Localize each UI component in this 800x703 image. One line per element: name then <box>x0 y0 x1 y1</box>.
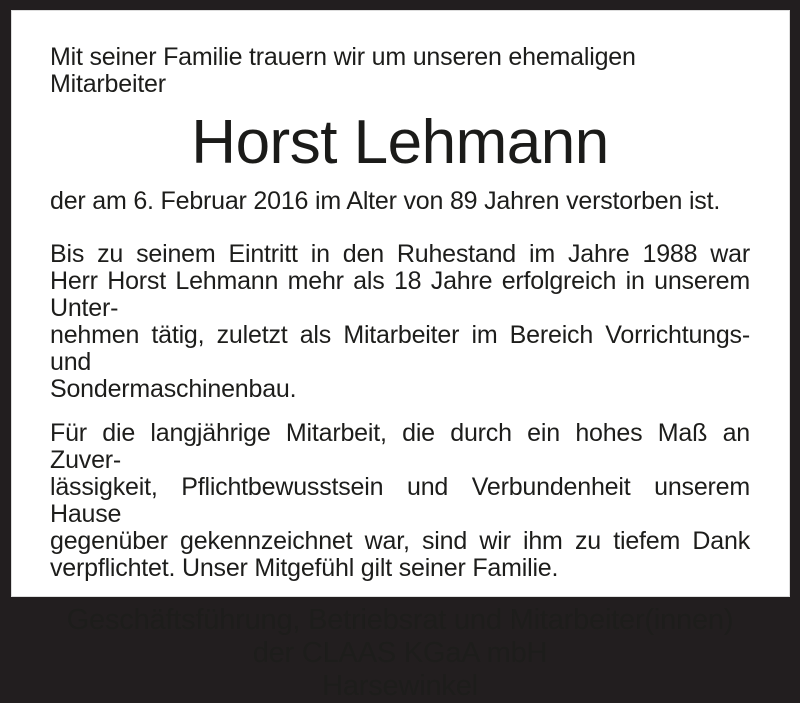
paragraph-gratitude-line-1: Für die langjährige Mitarbeit, die durch ein hohes Maß an Zuver- <box>50 419 750 474</box>
deceased-name: Horst Lehmann <box>191 108 609 177</box>
paragraph-career <box>50 241 750 403</box>
paragraph-gratitude-line-3: gegenüber gekennzeichnet war, sind wir ihm zu tiefem Dank <box>50 527 750 555</box>
paragraph-career-line-2: Herr Horst Lehmann mehr als 18 Jahre erfolgreich in unserem Unter- <box>50 267 750 322</box>
intro-line: Mit seiner Familie trauern wir um unseren ehemaligen Mitarbeiter <box>50 43 636 98</box>
paragraph-career-line-4: Sondermaschinenbau. <box>50 375 297 403</box>
paragraph-gratitude-line-4: verpflichtet. Unser Mitgefühl gilt seiner Familie. <box>50 554 559 582</box>
death-date-line: der am 6. Februar 2016 im Alter von 89 Jahren verstorben ist. <box>50 187 721 215</box>
obituary-content <box>11 44 790 703</box>
signature-line-company: der CLAAS KGaA mbH <box>252 637 548 669</box>
paragraph-career-line-1: Bis zu seinem Eintritt in den Ruhestand im Jahre 1988 war <box>50 240 750 268</box>
signature-line-management: Geschäftsführung, Betriebsrat und Mitarbeiter(innen) <box>66 604 734 636</box>
obituary-card <box>11 10 790 702</box>
paragraph-gratitude-line-2: lässigkeit, Pflichtbewusstsein und Verbundenheit unserem Hause <box>50 473 750 528</box>
paragraph-career-line-3: nehmen tätig, zuletzt als Mitarbeiter im Bereich Vorrichtungs- und <box>50 321 750 376</box>
signature-line-city: Harsewinkel <box>322 670 478 702</box>
paragraph-gratitude <box>50 420 750 582</box>
signature-block <box>50 604 750 703</box>
